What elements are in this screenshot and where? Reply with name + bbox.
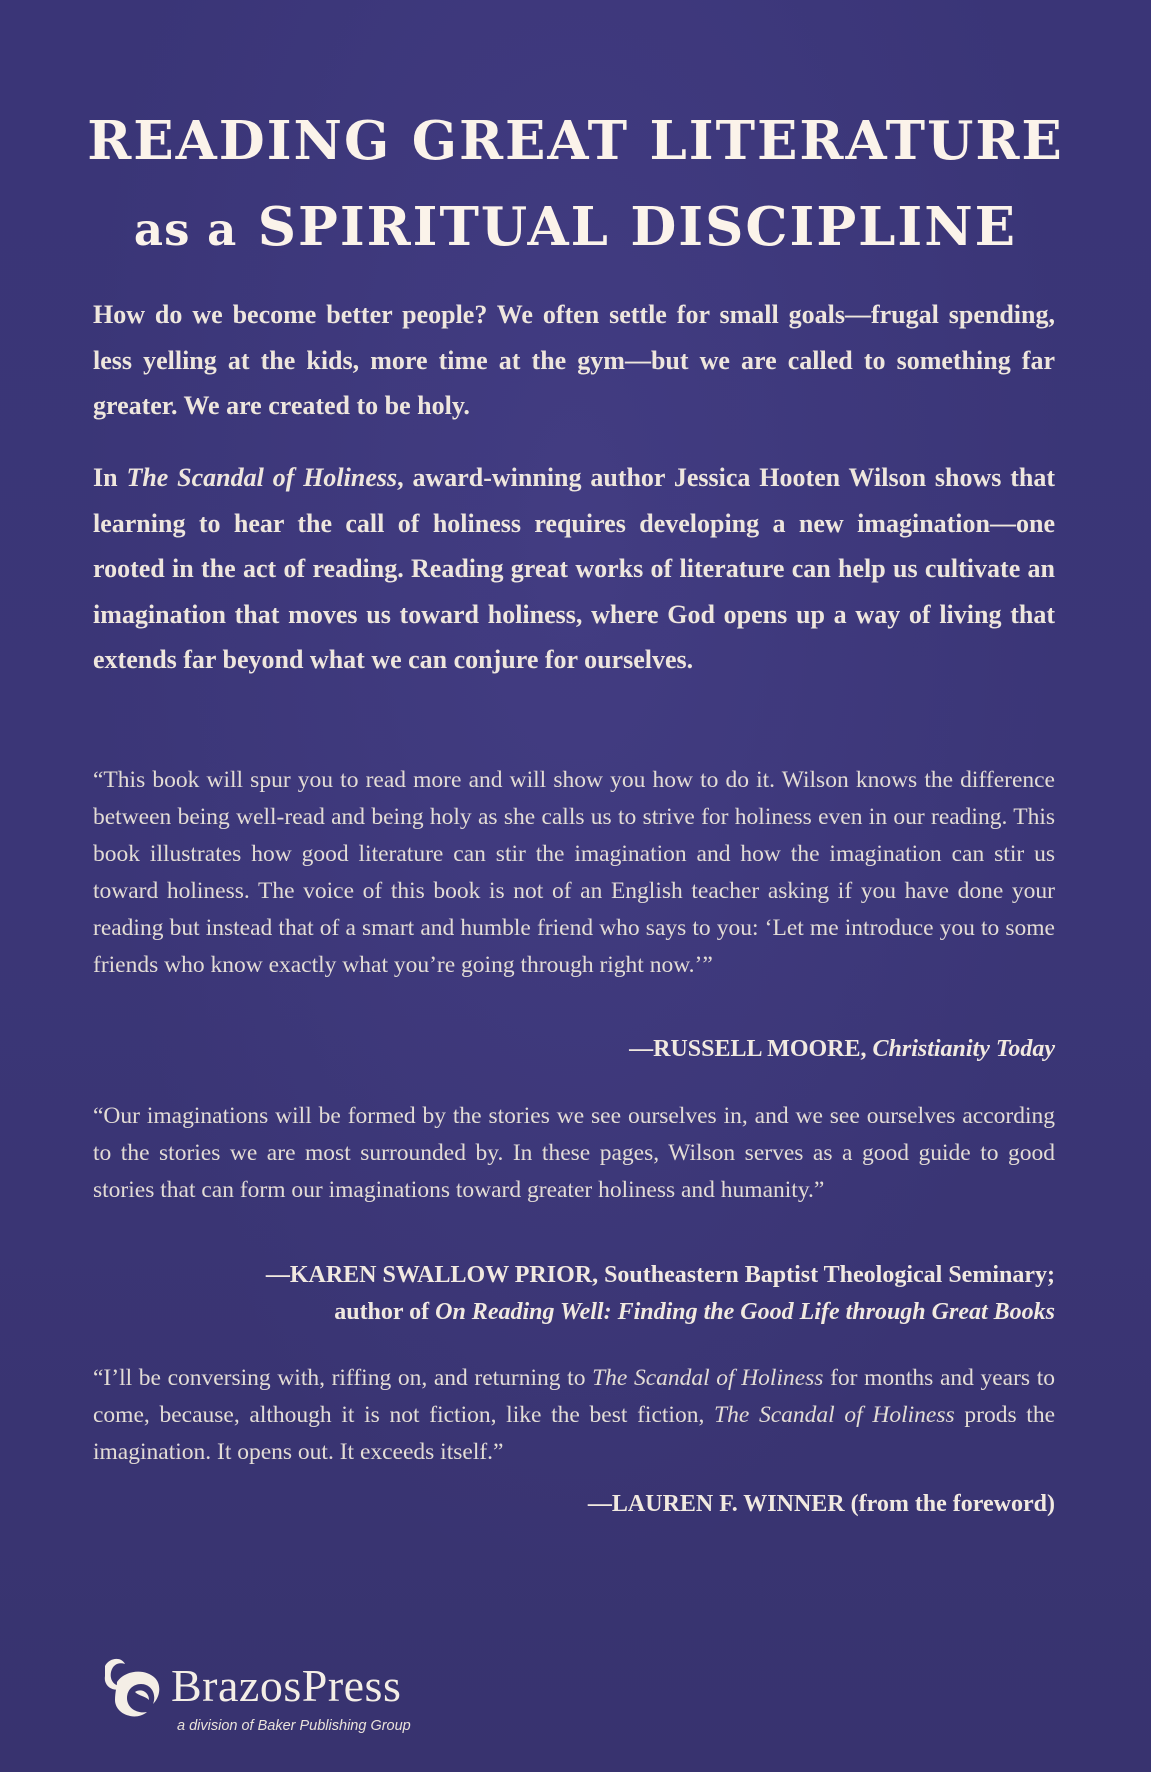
quote-3-part-3: prods the imagination. It opens out. It exceeds itself.” <box>93 1402 1056 1465</box>
headline-as-a: as a <box>133 203 238 256</box>
endorsement-attribution-2 <box>266 1257 1055 1331</box>
intro-paragraph-2 <box>93 455 1055 683</box>
headline-line-1: READING GREAT LITERATURE <box>87 110 1064 172</box>
attribution-line-2 <box>266 1294 1055 1331</box>
quote-3-part-2: for months and years to come, because, although it is not fiction, like the best fiction, <box>93 1365 1055 1428</box>
attribution-author-of: author of <box>334 1299 436 1325</box>
book-title: The Scandal of Holiness <box>126 463 398 492</box>
endorsement-attribution-3: —LAUREN F. WINNER (from the foreword) <box>587 1491 1055 1517</box>
publisher-tagline: a division of Baker Publishing Group <box>177 1718 411 1734</box>
intro-paragraph-1: How do we become better people? We often settle for small goals—frugal spending, less yelling at the kids, more time at the gym—but we are called to something far greater. We are created to be holy. <box>93 300 1055 420</box>
attribution-book-title: On Reading Well: Finding the Good Life through Great Books <box>435 1299 1055 1325</box>
attribution-name: —KAREN SWALLOW PRIOR, Southeastern Baptist Theological Seminary; <box>265 1262 1055 1288</box>
intro-p2-body: , award-winning author Jessica Hooten Wilson shows that learning to hear the call of holiness requires developing a new imagination—one rooted in the act of reading. Reading great works of literature can help us cultivate an imagination that moves us toward holiness, where God opens up a way of living that extends far beyond what we can conjure for ourselves. <box>93 463 1056 674</box>
quote-3-title-2: The Scandal of Holiness <box>714 1402 955 1428</box>
endorsement-quote-1: “This book will spur you to read more and will show you how to do it. Wilson knows the difference between being well-read and being holy as she calls us to strive for holiness even in our reading. This book illustrates how good literature can stir the imagination and how the imagination can stir us toward holiness. The voice of this book is not of an English teacher asking if you have done your reading but instead that of a smart and humble friend who says to you: ‘Let me introduce you to some friends who know exactly what you’re going through right now.’” <box>93 767 1055 978</box>
cover-headline <box>0 98 1151 273</box>
brazos-swirl-icon <box>95 1652 167 1724</box>
quote-3-part-1: “I’ll be conversing with, riffing on, and returning to <box>93 1365 593 1391</box>
endorsement-quote-3 <box>93 1360 1055 1471</box>
attribution-source: Christianity Today <box>872 1036 1055 1062</box>
headline-line-2 <box>0 184 1151 273</box>
publisher-logo <box>95 1652 455 1742</box>
publisher-name: BrazosPress <box>171 1660 402 1711</box>
endorsement-quote-2: “Our imaginations will be formed by the stories we see ourselves in, and we see ourselves according to the stories we are most surrounded by. In these pages, Wilson serves as a good guide to good stories that can form our imaginations toward greater holiness and humanity.” <box>93 1103 1055 1203</box>
intro-p2-lead: In <box>93 463 127 492</box>
quote-3-title-1: The Scandal of Holiness <box>592 1365 824 1391</box>
attribution-name: —RUSSELL MOORE, <box>629 1036 873 1062</box>
headline-spiritual-discipline: SPIRITUAL DISCIPLINE <box>257 196 1018 258</box>
endorsement-attribution-1 <box>629 1031 1055 1068</box>
